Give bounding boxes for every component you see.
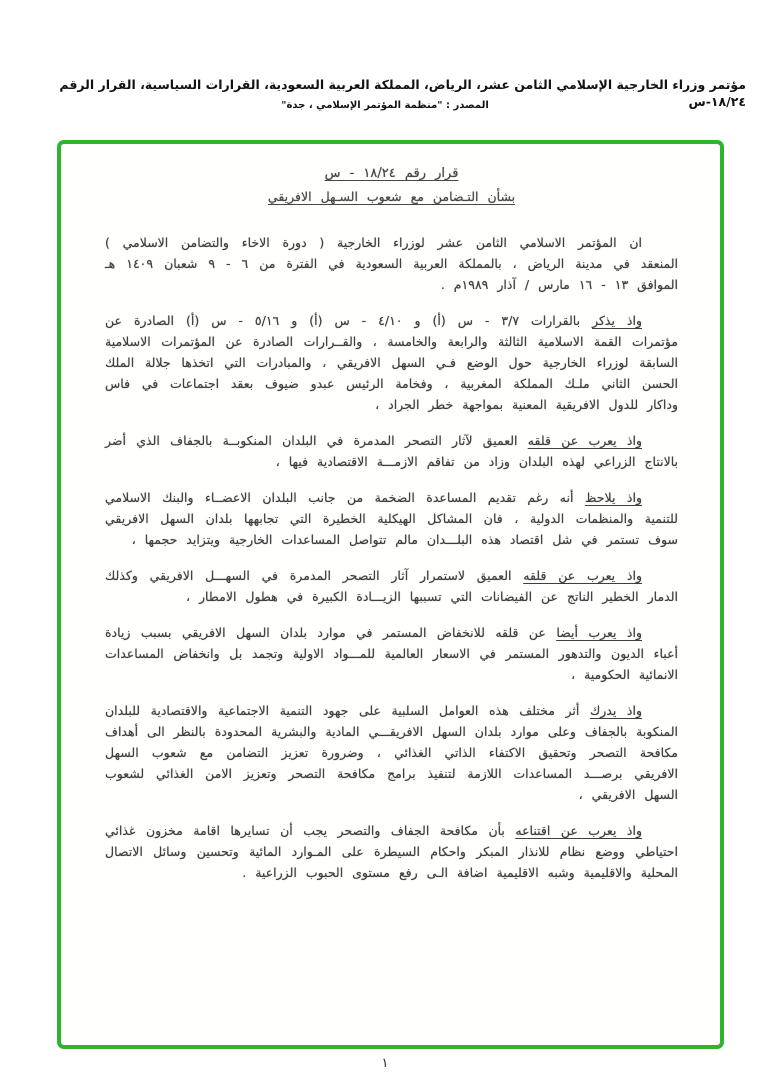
- scanned-document-content: [61, 144, 720, 1045]
- paragraph-text: ان المؤتمر الاسلامي الثامن عشر لوزراء الخارجية ( دورة الاخاء والتضامن الاسلامي ) المنعقد في مدينة الرياض ، بالمملكة العربية السعودية في الفترة من ٦ - ٩ شعبان ١٤٠٩ هـ الموافق ١٣ - ١٦ مارس / آذار ١٩٨٩م .: [105, 235, 678, 292]
- paragraph-lead: واذ يذكر: [592, 313, 642, 328]
- paragraph-lead: واذ يعرب عن قلقه: [527, 433, 642, 448]
- paragraph-text: العميق لآثار التصحر المدمرة في البلدان المنكوبــة بالجفاف الذي أضر بالانتاج الزراعي لهذه البلدان وزاد من تفاقم الازمـــة الاقتصادية فيها ،: [105, 433, 678, 469]
- paragraph-text: بأن مكافحة الجفاف والتصحر يجب أن تسايرها اقامة مخزون غذائي احتياطي ووضع نظام للانذار المبكر واحكام السيطرة على المـوارد المائية وتحسين وسائل الاتصال المحلية والاقليمية وشبه الاقليمية اضافة الـى رفع مستوى الحبوب الزراعية .: [105, 823, 678, 880]
- paragraph-text: أنه رغم تقديم المساعدة الضخمة من جانب البلدان الاعضــاء والبنك الاسلامي للتنمية والمنظمات الدولية ، فان المشاكل الهيكلية الخطيرة التي تجابهها بلدان السهل الافريقي سوف تستمر في شل اقتصاد هذه البلـــدان مالم تتواصل المساعدات الخارجية ويتزايد حجمها ،: [105, 490, 678, 547]
- citation-header: مؤتمر وزراء الخارجية الإسلامي الثامن عشر، الرياض، المملكة العربية السعودية، القرارات السياسية، القرار الرقم ١٨/٢٤-س: [59, 77, 746, 109]
- resolution-paragraph: [105, 430, 678, 472]
- paragraph-lead: واذ يعرب أيضا: [556, 625, 643, 640]
- resolution-paragraph: [105, 565, 678, 607]
- resolution-body: [105, 232, 678, 883]
- paragraph-lead: واذ يلاحظ: [584, 490, 642, 505]
- scanned-document-frame: [57, 140, 724, 1049]
- page-number: ١: [381, 1056, 389, 1071]
- resolution-subtitle: بشأن التـضامن مع شعوب السـهل الافريقي: [267, 189, 516, 204]
- resolution-paragraph: [105, 232, 678, 295]
- paragraph-text: العميق لاستمرار آثار التصحر المدمرة في السهـــل الافريقي وكذلك الدمار الخطير الناتج عن الفيضانات التي تسببها الزيـــادة الكبيرة في هطول الامطار ،: [105, 568, 678, 604]
- paragraph-text: أثر مختلف هذه العوامل السلبية على جهود التنمية الاجتماعية والاقتصادية للبلدان المنكوبة بالجفاف وعلى موارد بلدان السهل الافريقـــي المادية والبشرية المحدودة بالنظر الى أهداف مكافحة التصحر وتحقيق الاكتفاء الذاتي الغذائي ، وضرورة تعزيز التضامن مع شعوب السهل الافريقي برصـــد المساعدات اللازمة لتنفيذ برامج مكافحة التصحر وتعزيز الامن الغذائي لشعوب السهل الافريقي ،: [105, 703, 678, 802]
- paragraph-text: عن قلقه للانخفاض المستمر في موارد بلدان السهل الافريقي بسبب زيادة أعباء الديون والتدهور المستمر في الاسعار العالمية للمـــواد الاولية وتجمد بل وانخفاض المساعدات الانمائية الحكومية ،: [105, 625, 678, 682]
- paragraph-text: بالقرارات ٣/٧ - س (أ) و ٤/١٠ - س (أ) و ٥/١٦ - س (أ) الصادرة عن مؤتمرات القمة الاسلامية الثالثة والرابعة والخامسة ، والقــرارات الصادرة عن المؤتمرات الاسلامية السابقة لوزراء الخارجية حول الوضع فـي السهل الافريقي ، والمبادرات التي اتخذها جلالة الملك الحسن الثاني ملـك المملكة المغربية ، وفخامة الرئيس عبدو ضيوف بعقد اجتماعات في فاس وداكار للدول الافريقية المعنية بمواجهة خطر الجراد ،: [105, 313, 678, 412]
- resolution-title: قرار رقم ١٨/٢٤ - س: [324, 166, 459, 181]
- resolution-paragraph: [105, 487, 678, 550]
- source-line: المصدر : "منظمة المؤتمر الإسلامي ، جدة": [281, 100, 489, 111]
- resolution-paragraph: [105, 820, 678, 883]
- paragraph-lead: واذ يدرك: [589, 703, 642, 718]
- paragraph-lead: واذ يعرب عن قلقه: [523, 568, 642, 583]
- resolution-paragraph: [105, 700, 678, 805]
- resolution-paragraph: [105, 310, 678, 415]
- resolution-paragraph: [105, 622, 678, 685]
- paragraph-lead: واذ يعرب عن اقتناعه: [515, 823, 642, 838]
